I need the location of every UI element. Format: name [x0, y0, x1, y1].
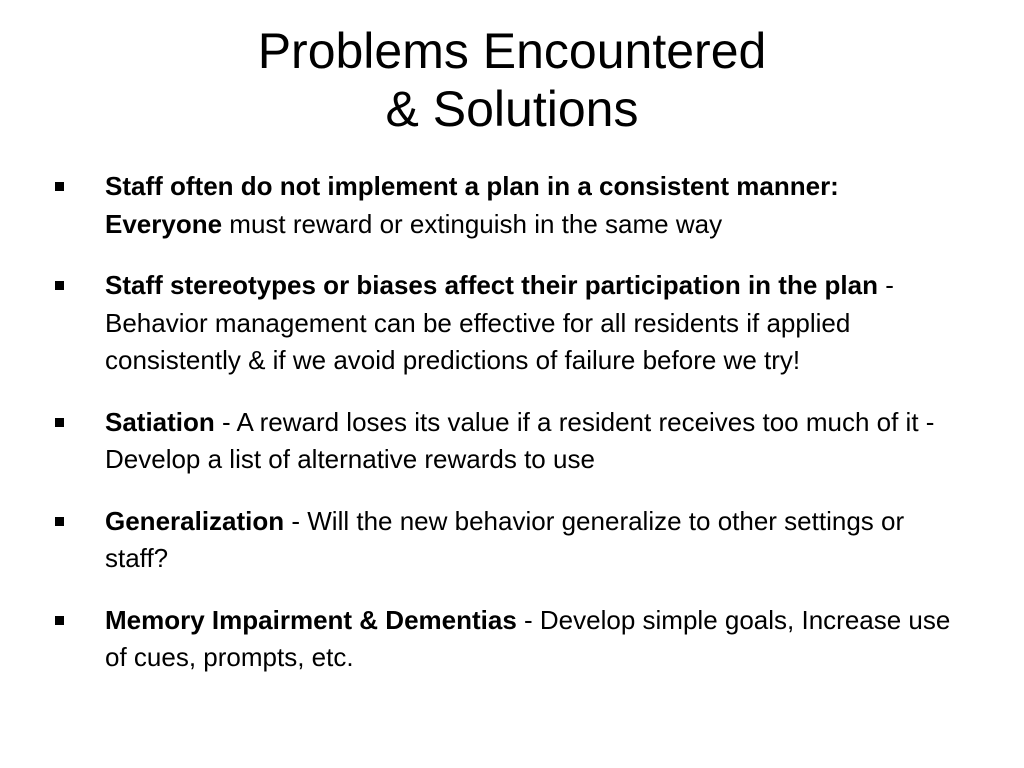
title-line-1: Problems Encountered [257, 23, 767, 79]
bullet-heading: Staff often do not implement a plan in a consistent manner: [105, 171, 839, 201]
bullet-heading: Satiation [105, 406, 215, 437]
bullet-item-satiation [0, 404, 1024, 479]
bullet-item-consistency [0, 168, 1024, 243]
square-bullet-icon [55, 182, 64, 191]
bullet-item-memory [0, 602, 1024, 677]
square-bullet-icon [55, 517, 64, 526]
bullet-subline-emphasis: Everyone [105, 208, 223, 239]
square-bullet-icon [55, 281, 64, 290]
slide-title [0, 22, 1024, 138]
bullet-item-stereotypes [0, 267, 1024, 380]
bullet-list [0, 168, 1024, 701]
square-bullet-icon [55, 418, 64, 427]
bullet-subline [105, 206, 954, 244]
bullet-text: - Will the new behavior generalize to other settings or staff? [105, 505, 905, 573]
bullet-heading: Generalization [105, 505, 285, 536]
bullet-text: - Behavior management can be effective for all residents if applied consistently & if we avoid predictions of failure before we try! [105, 270, 894, 375]
bullet-subline-text: must reward or extinguish in the same way [222, 208, 723, 239]
title-line-2: & Solutions [385, 81, 639, 137]
bullet-heading: Staff stereotypes or biases affect their participation in the plan [105, 270, 878, 300]
bullet-item-generalization [0, 503, 1024, 578]
bullet-text: - A reward loses its value if a resident receives too much of it - Develop a list of alternative rewards to use [105, 406, 935, 474]
bullet-text: - Develop simple goals, Increase use of cues, prompts, etc. [105, 604, 951, 672]
bullet-heading: Memory Impairment & Dementias [105, 604, 517, 635]
square-bullet-icon [55, 616, 64, 625]
